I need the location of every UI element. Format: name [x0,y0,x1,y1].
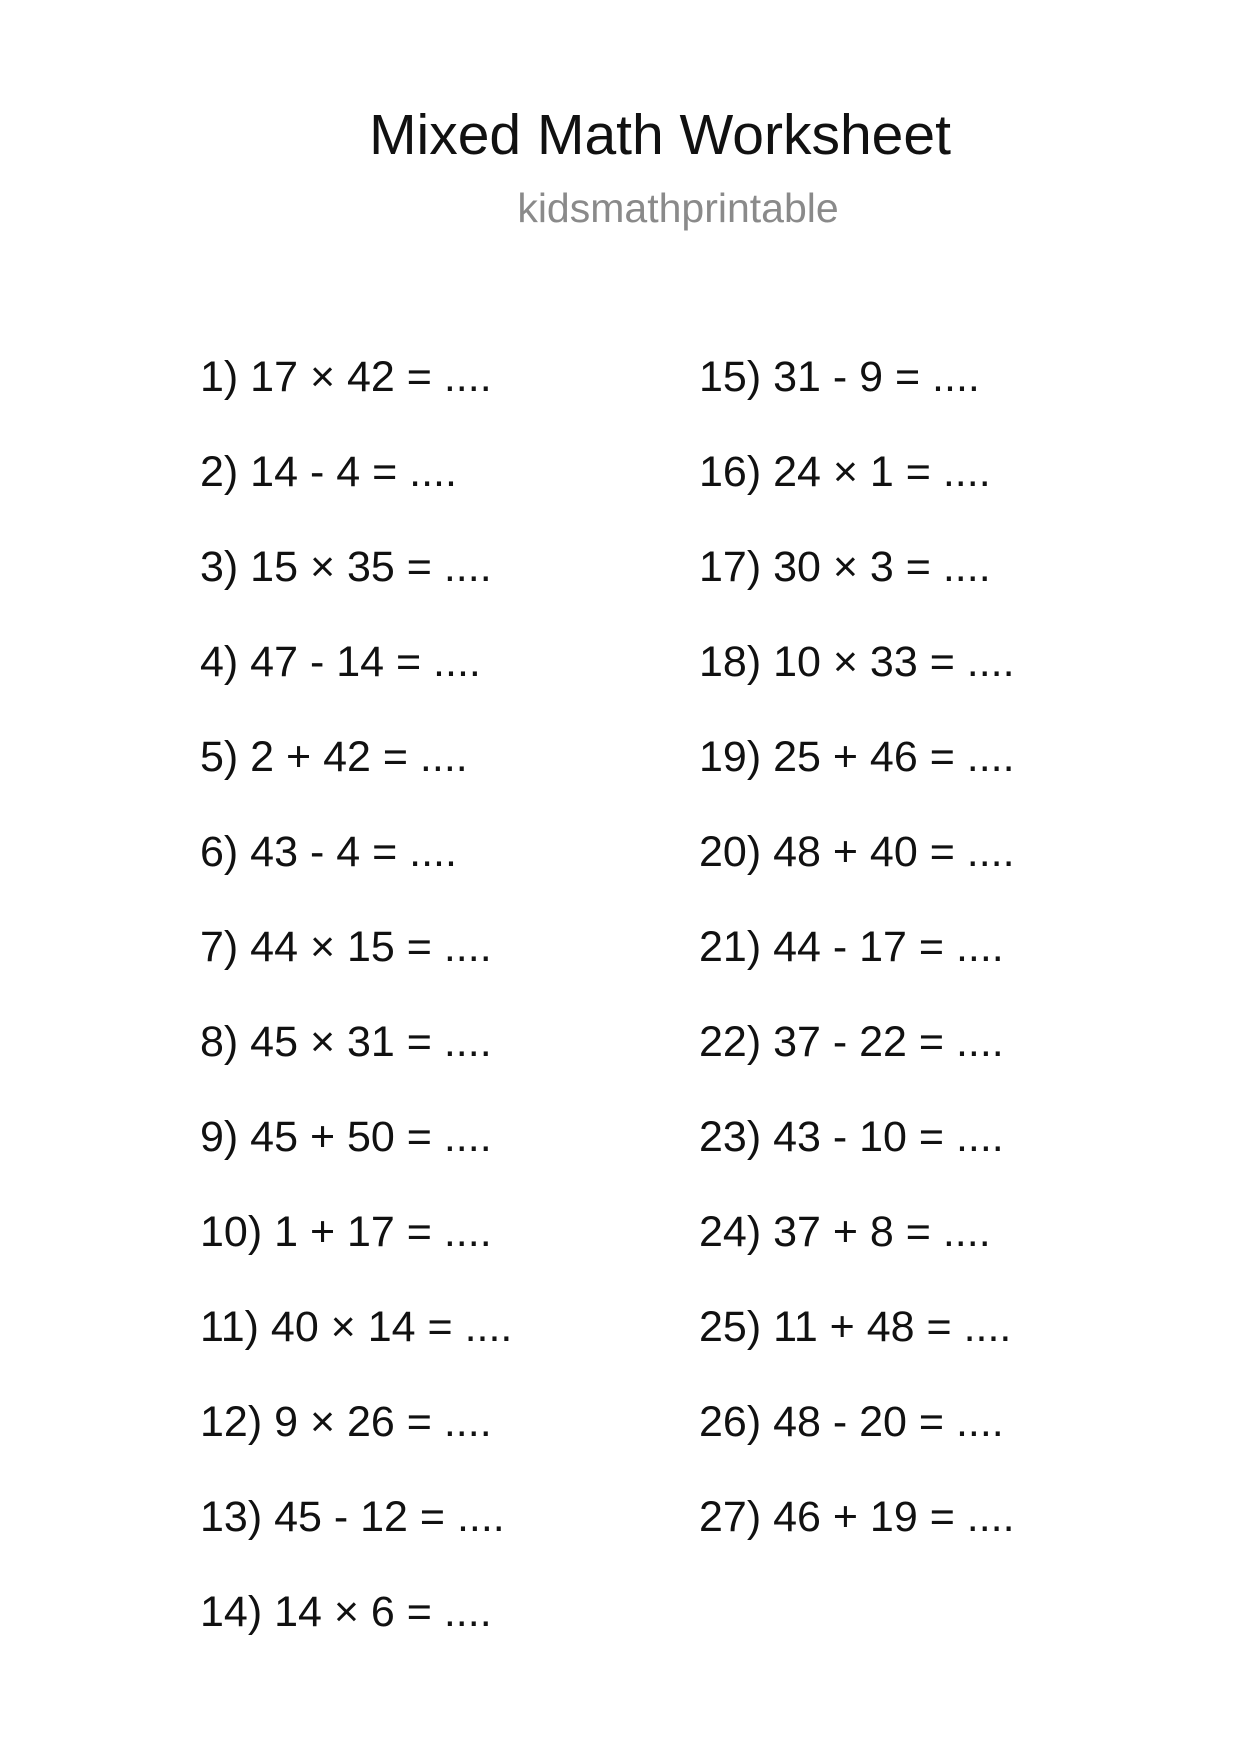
problem-22: 22) 37 - 22 = .... [699,1018,1004,1066]
problem-2: 2) 14 - 4 = .... [200,448,457,496]
problem-7: 7) 44 × 15 = .... [200,923,492,971]
problem-1: 1) 17 × 42 = .... [200,353,492,401]
problem-16: 16) 24 × 1 = .... [699,448,991,496]
problem-21: 21) 44 - 17 = .... [699,923,1004,971]
problem-column-left [200,347,512,1677]
worksheet-source: kidsmathprintable [517,185,839,231]
problem-4: 4) 47 - 14 = .... [200,638,481,686]
problem-23: 23) 43 - 10 = .... [699,1113,1004,1161]
problem-25: 25) 11 + 48 = .... [699,1303,1012,1351]
problem-26: 26) 48 - 20 = .... [699,1398,1004,1446]
problem-6: 6) 43 - 4 = .... [200,828,457,876]
problem-12: 12) 9 × 26 = .... [200,1398,492,1446]
problem-19: 19) 25 + 46 = .... [699,733,1015,781]
problem-10: 10) 1 + 17 = .... [200,1208,492,1256]
problem-27: 27) 46 + 19 = .... [699,1493,1015,1541]
problem-20: 20) 48 + 40 = .... [699,828,1015,876]
problem-8: 8) 45 × 31 = .... [200,1018,492,1066]
problem-17: 17) 30 × 3 = .... [699,543,991,591]
problem-14: 14) 14 × 6 = .... [200,1588,492,1636]
worksheet-title: Mixed Math Worksheet [369,103,951,167]
problem-column-right [699,347,1015,1582]
problem-11: 11) 40 × 14 = .... [200,1303,513,1351]
problem-9: 9) 45 + 50 = .... [200,1113,492,1161]
problem-18: 18) 10 × 33 = .... [699,638,1015,686]
problem-13: 13) 45 - 12 = .... [200,1493,505,1541]
problem-5: 5) 2 + 42 = .... [200,733,468,781]
problem-24: 24) 37 + 8 = .... [699,1208,991,1256]
problem-3: 3) 15 × 35 = .... [200,543,492,591]
problem-15: 15) 31 - 9 = .... [699,353,980,401]
